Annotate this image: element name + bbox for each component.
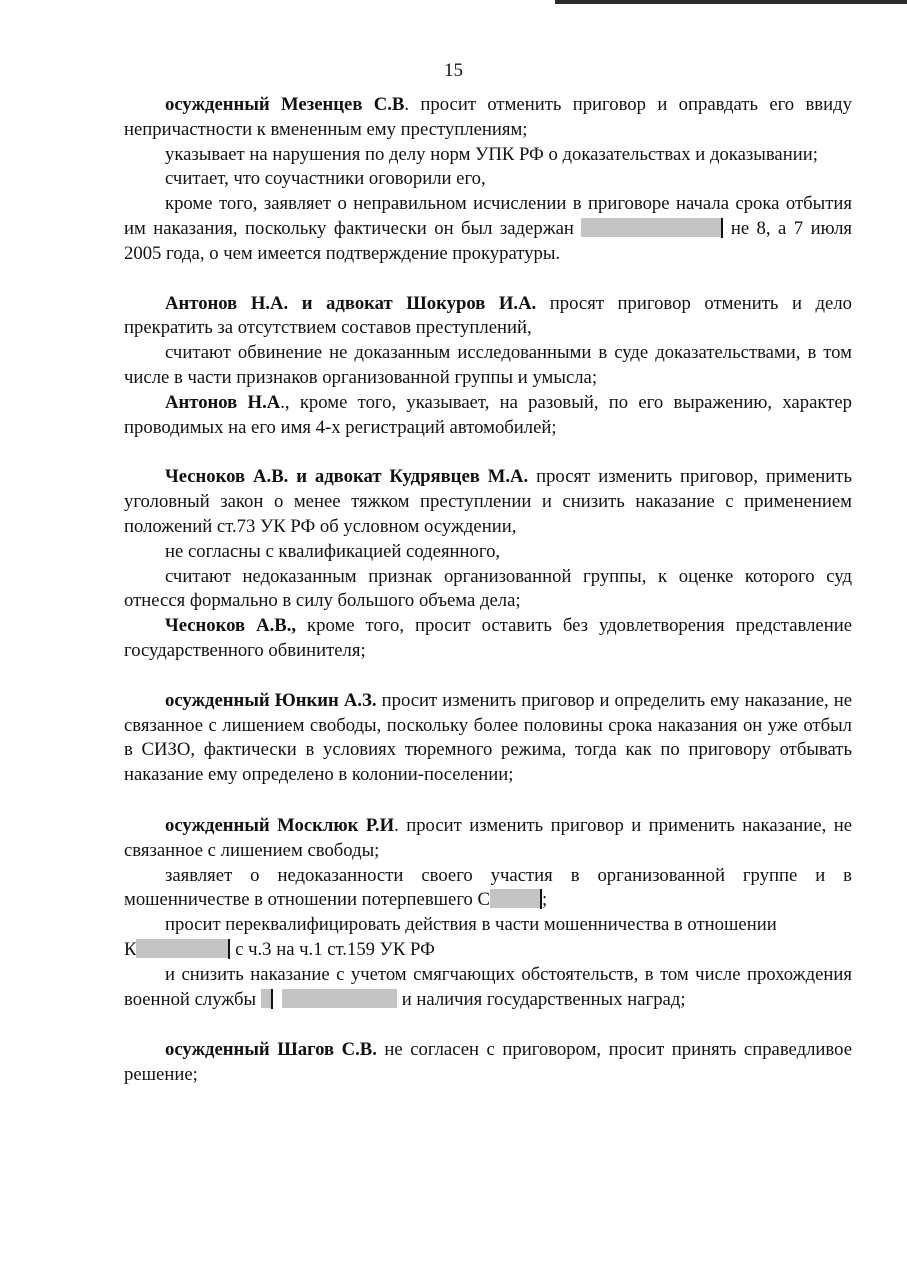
paragraph-shagov: осужденный Шагов С.В. не согласен с приговором, просит принять справедливое решение;: [124, 1039, 852, 1086]
paragraph-chesnokov: Чесноков А.В., кроме того, просит оставить без удовлетворения представление государственного обвинителя;: [124, 615, 852, 661]
paragraph-mezentsev: осужденный Мезенцев С.В. просит отменить приговор и оправдать его ввиду непричастности к вмененным ему преступлениям;: [124, 94, 852, 140]
party-name: осужденный Мезенцев С.В: [165, 94, 405, 115]
party-name: Антонов Н.А: [165, 391, 281, 413]
page-number: 15: [444, 60, 463, 81]
redaction-edge: [271, 989, 273, 1009]
party-name: осужденный Юнкин А.З.: [165, 689, 377, 711]
redaction-block: [136, 939, 228, 958]
party-name: Антонов Н.А. и адвокат Шокуров И.А.: [165, 292, 537, 314]
paragraph: считают обвинение не доказанным исследованными в суде доказательствами, в том числе в части признаков организованной группы и умысла;: [124, 342, 852, 388]
redaction-block: [490, 889, 540, 908]
party-name: осужденный Москлюк Р.И: [165, 814, 395, 836]
paragraph: считают недоказанным признак организованной группы, к оценке которого суд отнесся формально в силу большого объема дела;: [124, 565, 852, 612]
party-name: Чесноков А.В.,: [165, 615, 297, 637]
paragraph: заявляет о недоказанности своего участия в организованной группе и в мошенничестве в отношении потерпевшего С ;: [124, 864, 852, 911]
paragraph-antonov-shokurov: Антонов Н.А. и адвокат Шокуров И.А. просят приговор отменить и дело прекратить за отсутствием составов преступлений,: [124, 292, 852, 339]
paragraph-mosklyuk: осужденный Москлюк Р.И. просит изменить приговор и применить наказание, не связанное с лишением свободы;: [124, 814, 852, 861]
party-name: Чесноков А.В. и адвокат Кудрявцев М.А.: [165, 466, 529, 488]
paragraph: указывает на нарушения по делу норм УПК РФ о доказательствах и доказывании;: [165, 143, 818, 165]
paragraph: просит переквалифицировать действия в части мошенничества в отношении К с ч.3 на ч.1 ст.159 УК РФ: [124, 914, 777, 960]
paragraph-yunkin: осужденный Юнкин А.З. просит изменить приговор и определить ему наказание, не связанное с лишением свободы, поскольку более половины срока наказания он уже отбыл в СИЗО, фактически в условиях тюремного режима, тогда как по приговору отбывать наказание ему определено в колонии-поселении;: [124, 689, 852, 786]
redaction-edge: [228, 939, 230, 959]
paragraph-chesnokov-kudryavtsev: Чесноков А.В. и адвокат Кудрявцев М.А. просят изменить приговор, применить уголовный закон о менее тяжком преступлении и снизить наказание с применением положений ст.73 УК РФ об условном осуждении,: [124, 466, 852, 537]
redaction-block: [282, 989, 397, 1008]
paragraph: считает, что соучастники оговорили его,: [165, 168, 486, 190]
document-body: [124, 93, 852, 1088]
redaction-edge: [721, 218, 723, 238]
redaction-block: [581, 218, 721, 237]
redaction-block: [261, 989, 271, 1008]
top-edge-line: [555, 0, 907, 4]
paragraph: кроме того, заявляет о неправильном исчислении в приговоре начала срока отбытия им наказания, поскольку фактически он был задержан не 8, а 7 июля 2005 года, о чем имеется подтверждение прокуратуры.: [124, 193, 852, 264]
paragraph: и снизить наказание с учетом смягчающих обстоятельств, в том числе прохождения военной службы и наличия государственных наград;: [124, 963, 852, 1010]
paragraph-antonov: Антонов Н.А., кроме того, указывает, на разовый, по его выражению, характер проводимых на его имя 4-х регистраций автомобилей;: [124, 391, 852, 438]
paragraph: не согласны с квалификацией содеянного,: [165, 540, 501, 562]
party-name: осужденный Шагов С.В.: [165, 1039, 377, 1061]
